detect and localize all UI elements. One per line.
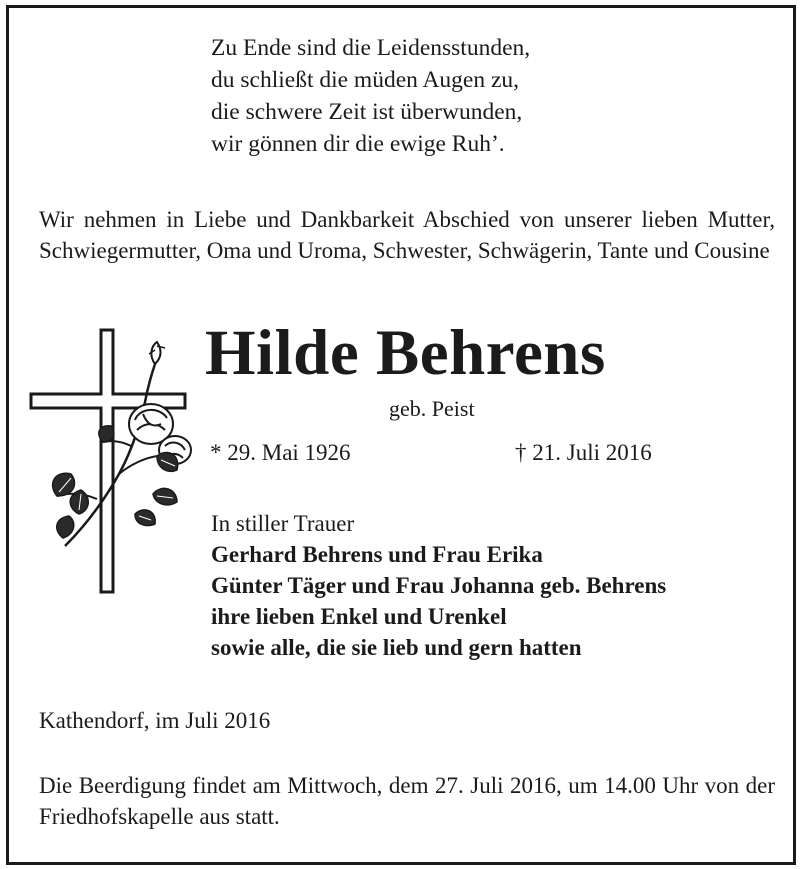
poem (211, 32, 530, 160)
poem-line: du schließt die müden Augen zu, (211, 67, 520, 93)
deceased-name: Hilde Behrens (205, 317, 606, 389)
intro-line: Schwägerin, Tante und Cousine (477, 238, 770, 263)
maiden-name: geb. Peist (389, 396, 475, 421)
intro-line: lieben Mutter, Schwiegermutter, Oma und Uroma, Schwester, (39, 207, 776, 263)
funeral-line: 14.00 Uhr von der Friedhofskapelle aus statt. (39, 773, 776, 829)
mourner-line: ihre lieben Enkel und Urenkel (211, 604, 507, 629)
intro-line: Wir nehmen in Liebe und Dankbarkeit Abschied von unserer (39, 207, 632, 232)
cross-with-rose-icon (27, 324, 197, 599)
poem-line: die schwere Zeit ist überwunden, (211, 99, 523, 125)
mourning-heading: In stiller Trauer (211, 511, 355, 536)
poem-line: wir gönnen dir die ewige Ruh’. (211, 131, 505, 157)
mourner-line: sowie alle, die sie lieb und gern hatten (211, 635, 582, 660)
mourners-block (211, 508, 666, 663)
place-date: Kathendorf, im Juli 2016 (39, 708, 271, 733)
mourner-line: Gerhard Behrens und Frau Erika (211, 542, 543, 567)
poem-line: Zu Ende sind die Leidensstunden, (211, 35, 531, 61)
obituary-notice (6, 5, 796, 865)
intro-text (39, 204, 775, 266)
mourner-line: Günter Täger und Frau Johanna geb. Behrens (211, 573, 667, 598)
funeral-info (39, 770, 775, 832)
funeral-line: Die Beerdigung findet am Mittwoch, dem 27. Juli 2016, um (39, 773, 598, 798)
death-date: † 21. Juli 2016 (515, 440, 652, 465)
birth-date: * 29. Mai 1926 (210, 440, 351, 465)
